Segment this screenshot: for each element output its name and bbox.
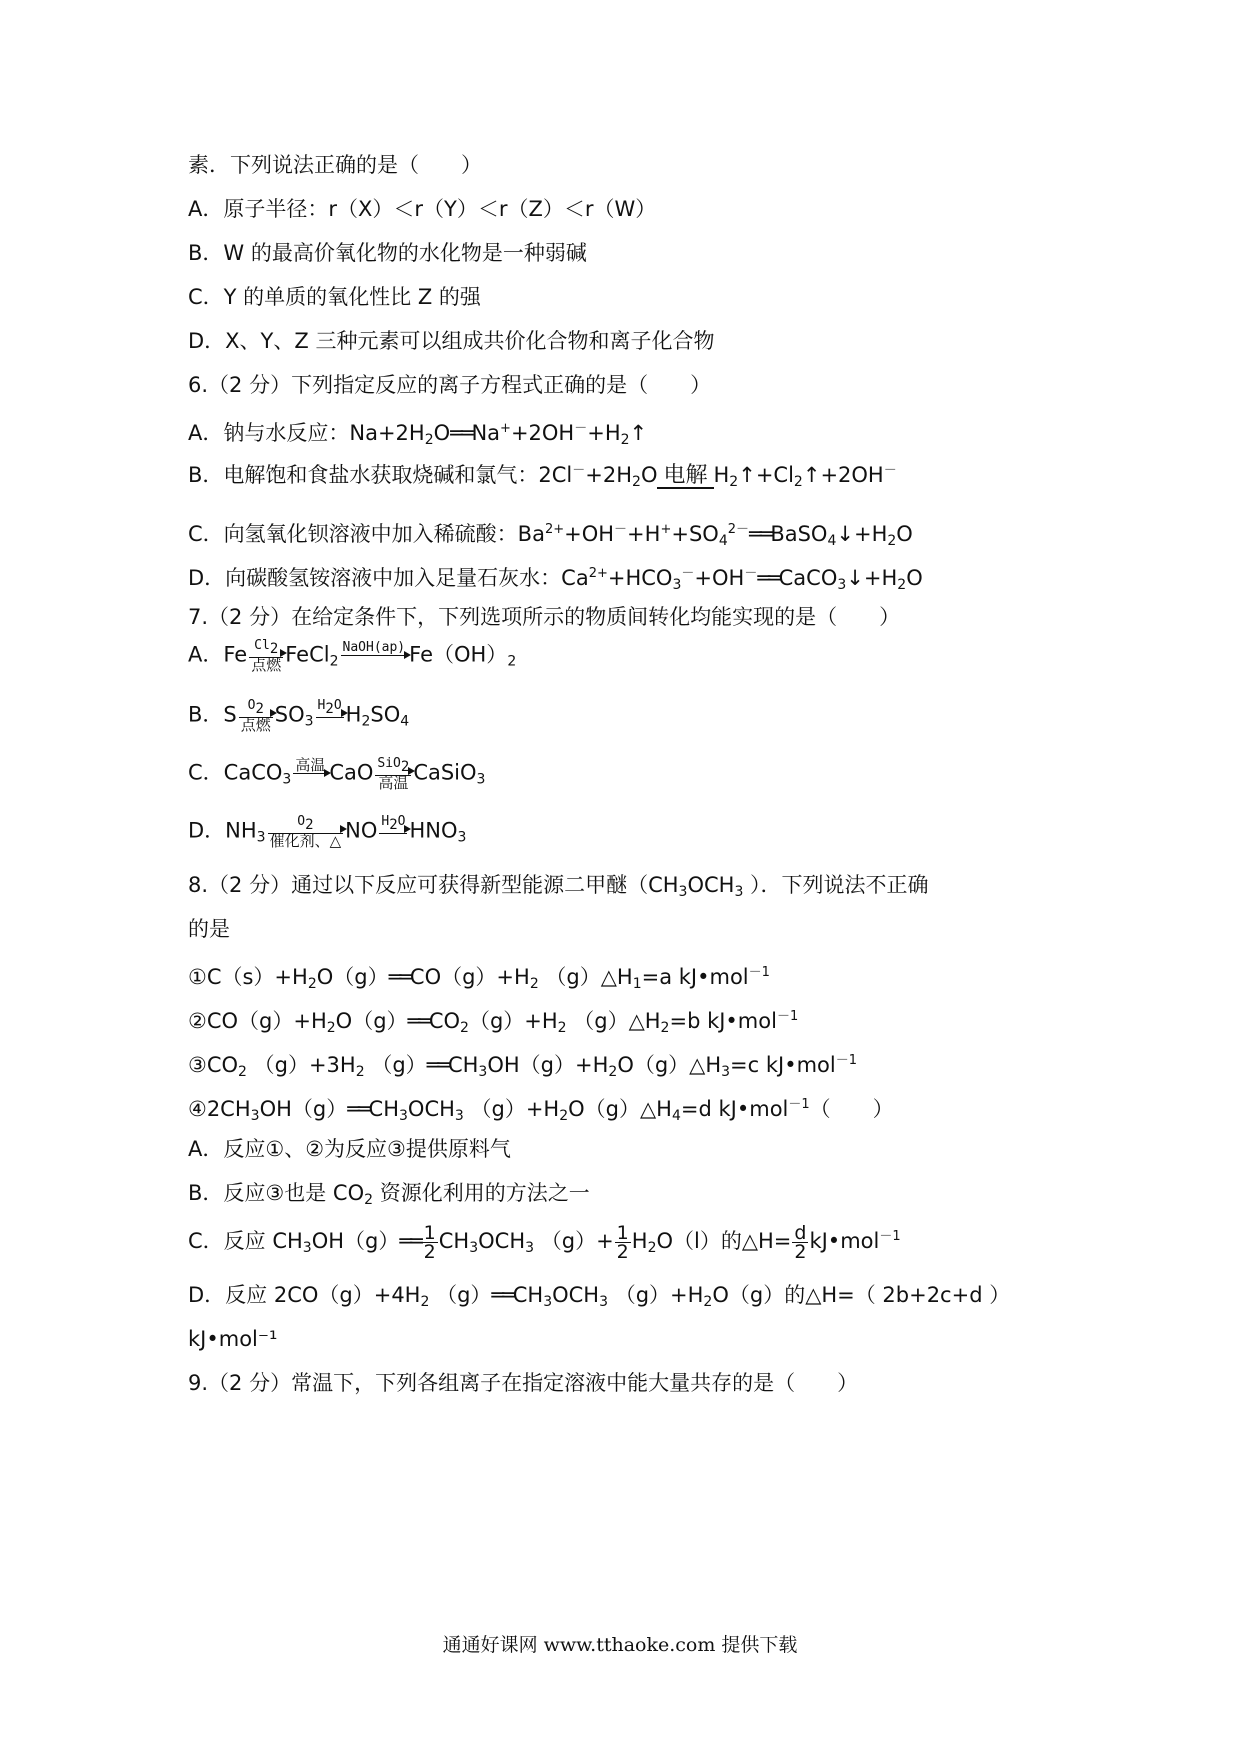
fraction: $\frac{1}{2}$: [616, 1221, 629, 1263]
q8-option-a: A．反应①、②为反应③提供原料气: [188, 1137, 511, 1161]
q5-option-b: B．W 的最高价氧化物的水化物是一种弱碱: [188, 241, 587, 265]
q7-option-c: C．CaCO$_3$ 高温 CaO SiO$_2$ 高温 CaSiO$_3$: [188, 756, 486, 792]
reaction-arrow: $O_2$ 点燃: [240, 698, 271, 734]
reaction-arrow: $H_2O$: [317, 698, 342, 717]
q8-option-b: B．反应③也是 $CO_2$ 资源化利用的方法之一: [188, 1181, 590, 1208]
fraction: $\frac{1}{2}$: [423, 1221, 436, 1263]
q6-option-a: A．钠与水反应：$Na+2H_2O══Na^++2OH^-+H_2↑$: [188, 421, 648, 448]
q8-reaction-2: $②CO(g)+H_2O(g)══CO_2(g)+H_2$ $(g)\triangle H_2=b$ kJ•mol$^{-1}$: [188, 1009, 799, 1036]
page-footer: 通通好课网 www.tthaoke.com 提供下载: [442, 1634, 798, 1656]
reaction-arrow: 高温: [295, 756, 326, 774]
q7-stem: 7.（2 分）在给定条件下，下列选项所示的物质间转化均能实现的是（ ）: [188, 605, 901, 629]
q7-option-b: B．S $O_2$ 点燃 $SO_3$ $H_2O$ $H_2SO_4$: [188, 698, 410, 734]
electrolysis-condition: 电解: [657, 465, 713, 497]
q5-option-a: A．原子半径：r（X）＜r（Y）＜r（Z）＜r（W）: [188, 197, 657, 221]
fraction: $\frac{d}{2}$: [794, 1221, 807, 1263]
q5-stem-end: 素．下列说法正确的是（ ）: [188, 153, 482, 177]
reaction-arrow: $O_2$ 催化剂、△: [269, 814, 342, 850]
q7-option-a: A．Fe $Cl_2$ 点燃 FeCl$_2$ NaOH(ap) $Fe(OH)_2$: [188, 638, 517, 674]
q6-option-d: D．向碳酸氢铵溶液中加入足量石灰水：$Ca^{2+}+HCO_3^-+OH^-══CaCO_3↓+H_2O$: [188, 566, 923, 593]
q8-stem-line1: 8.（2 分）通过以下反应可获得新型能源二甲醚（$CH_3OCH_3$ ）．下列说法不正确: [188, 873, 929, 900]
q8-option-d-unit: kJ•mol⁻¹: [188, 1327, 278, 1351]
reaction-arrow: NaOH(ap): [342, 640, 406, 655]
q9-stem: 9.（2 分）常温下，下列各组离子在指定溶液中能大量共存的是（ ）: [188, 1371, 859, 1395]
reaction-arrow: $H_2O$: [381, 814, 406, 833]
q8-reaction-3: $③CO_2$ $(g)+3H_2$ $(g)══CH_3OH(g)+H_2O(g)\triangle H_3=c$ kJ•mol$^{-1}$: [188, 1053, 858, 1080]
q6-option-b: B．电解饱和食盐水获取烧碱和氯气：$2Cl^-+2H_2O$ 电解 $H_2↑+Cl_2↑+2OH^-$: [188, 456, 897, 497]
reaction-arrow: SiO$_2$ 高温: [377, 756, 410, 792]
q8-option-d: D．反应 $2CO(g)+4H_2$ $(g)══CH_3OCH_3$ $(g)+H_2O(g)$的△H=（ 2b+2c+d ）: [188, 1283, 1011, 1310]
reaction-arrow: $Cl_2$ 点燃: [251, 638, 282, 674]
q5-option-c: C．Y 的单质的氧化性比 Z 的强: [188, 285, 481, 309]
q8-stem-line2: 的是: [188, 917, 230, 941]
q8-option-c: C．反应 $CH_3OH(g)══$ $\frac{1}{2}$ $CH_3OCH_3$ （g）+ $\frac{1}{2}$ $H_2O(l)$的△H= $\frac{d}{2}$ kJ•mol$^{-1}$: [188, 1221, 901, 1263]
q6-option-c: C．向氢氧化钡溶液中加入稀硫酸：$Ba^{2+}+OH^-+H^++SO_4^{2-}══BaSO_4↓+H_2O$: [188, 522, 913, 549]
q5-option-d: D．X、Y、Z 三种元素可以组成共价化合物和离子化合物: [188, 329, 715, 353]
q7-option-d: D．$NH_3$ $O_2$ 催化剂、△ NO $H_2O$ $HNO_3$: [188, 814, 467, 850]
q8-reaction-4: $④2CH_3OH(g)══CH_3OCH_3$ $(g)+H_2O(g)\triangle H_4=d$ kJ•mol$^{-1}$（ ）: [188, 1097, 894, 1124]
q8-reaction-1: $①C(s)+H_2O(g)══CO(g)+H_2$ $(g)\triangle H_1=a$ kJ•mol$^{-1}$: [188, 965, 770, 992]
q6-stem: 6.（2 分）下列指定反应的离子方程式正确的是（ ）: [188, 373, 712, 397]
